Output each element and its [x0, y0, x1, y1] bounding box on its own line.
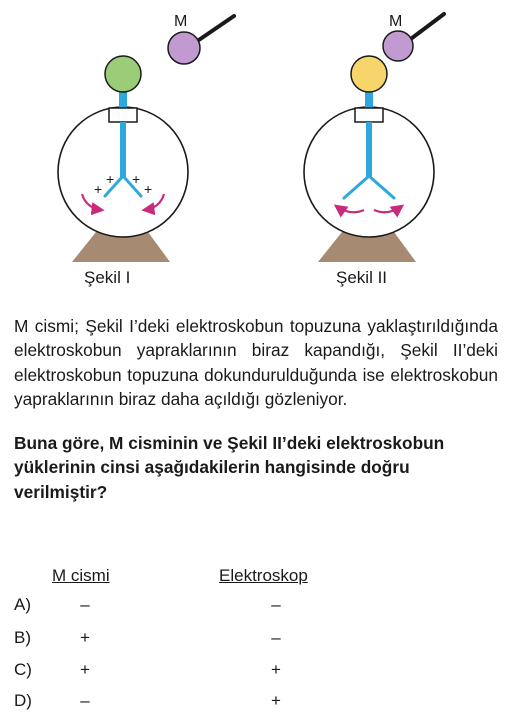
- option-e-value: +: [271, 691, 281, 710]
- m-sphere-right: [383, 31, 413, 61]
- option-e-value: –: [271, 595, 281, 614]
- knob-right: [351, 56, 387, 92]
- caption-sekil-1: Şekil I: [84, 268, 131, 287]
- insulator-left: [109, 108, 137, 122]
- m-label-right: M: [389, 13, 403, 30]
- electroscope-right: [304, 56, 434, 262]
- option-m-value: +: [80, 660, 90, 679]
- m-object-right: [383, 13, 444, 61]
- charge-plus-3: +: [132, 171, 141, 187]
- question-prompt: Buna göre, M cisminin ve Şekil II’deki elektroskobun yüklerinin cinsi aşağıdakilerin hangisinde doğru verilmiştir?: [14, 433, 445, 502]
- rod-right: [366, 122, 372, 178]
- m-sphere-left: [168, 32, 200, 64]
- option-letter: B): [14, 628, 31, 647]
- m-object-left: [168, 13, 234, 64]
- column-header-m: M cismi: [52, 566, 110, 585]
- charge-plus-1: +: [106, 171, 115, 187]
- knob-left: [105, 56, 141, 92]
- option-letter: C): [14, 660, 32, 679]
- option-m-value: –: [80, 595, 90, 614]
- option-e-value: +: [271, 660, 281, 679]
- option-m-value: –: [80, 691, 90, 710]
- option-e-value: –: [271, 628, 281, 647]
- column-header-electroscope: Elektroskop: [219, 566, 308, 585]
- charge-plus-2: +: [94, 181, 103, 197]
- question-text: M cismi; Şekil I’deki elektroskobun topuzuna yaklaştırıldığında elektroskobun yapraklarının biraz kapandığı, Şekil II’deki elektroskobun topuzuna dokundurulduğunda ise elektroskobun yapraklarının biraz daha açıldığı gözleniyor.: [14, 316, 498, 410]
- rod-left: [120, 122, 126, 178]
- option-letter: D): [14, 691, 32, 710]
- insulator-right: [355, 108, 383, 122]
- caption-sekil-2: Şekil II: [336, 268, 388, 287]
- option-letter: A): [14, 595, 31, 614]
- electroscope-left: [58, 56, 188, 262]
- option-m-value: +: [80, 628, 90, 647]
- m-label-left: M: [174, 13, 188, 30]
- electroscope-figure: [0, 0, 514, 300]
- charge-plus-4: +: [144, 181, 153, 197]
